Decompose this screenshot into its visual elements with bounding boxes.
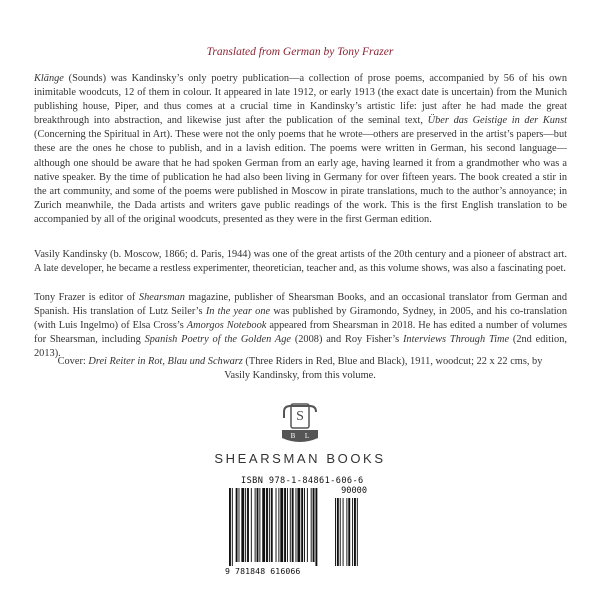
- barcode-bar: [245, 488, 246, 562]
- barcode-addon-bar: [357, 498, 358, 566]
- barcode-bar: [271, 488, 273, 562]
- barcode-bar: [239, 488, 240, 562]
- price-code: 90000: [341, 486, 367, 496]
- isbn-barcode: [223, 476, 377, 580]
- ean-barcode-bars: [229, 488, 369, 566]
- barcode-bar: [262, 488, 265, 562]
- logo-letter-s: S: [296, 409, 304, 424]
- barcode-addon-bar: [337, 498, 339, 566]
- logo-letter-b: B: [290, 432, 296, 440]
- barcode-bar: [278, 488, 279, 562]
- barcode-bar: [229, 488, 231, 566]
- barcode-addon-bar: [335, 498, 336, 566]
- barcode-bar: [280, 488, 283, 562]
- barcode-bar: [266, 488, 268, 562]
- barcode-addon-bar: [352, 498, 353, 566]
- barcode-addon-bar: [346, 498, 347, 566]
- barcode-bar: [307, 488, 308, 562]
- shearsman-logo-icon: [276, 400, 324, 448]
- isbn-label: ISBN 978-1-84861-606-6: [241, 476, 364, 486]
- barcode-bar: [276, 488, 277, 562]
- barcode-addon-bar: [354, 498, 356, 566]
- barcode-bar: [269, 488, 270, 562]
- barcode-bar: [259, 488, 260, 562]
- barcode-bar: [297, 488, 300, 562]
- barcode-bar: [296, 488, 297, 562]
- barcode-bar: [232, 488, 233, 566]
- barcode-bar: [313, 488, 315, 562]
- barcode-bar: [301, 488, 303, 562]
- paragraph-text: Tony Frazer is editor of Shearsman magazine, publisher of Shearsman Books, and an occasional translator from German and Spanish. His translation of Lutz Seiler’s In the year one was published by Giramondo, Sydney, in 2005, and his co-translation (with Luis Ingelmo) of Elsa Cross’s Amorgos Notebook appeared from Shearsman in 2018. He has edited a number of volumes for Shearsman, including Spanish Poetry of the Golden Age (2008) and Roy Fisher’s Interviews Through Time (2nd edition, 2013).: [34, 292, 568, 360]
- paragraph-text: Klänge (Sounds) was Kandinsky’s only poetry publication—a collection of prose poems, accompanied by 56 of his own inimitable woodcuts, 12 of them in colour. It appeared in late 1912, or early 1913 (the exact date is uncertain) from the Munich publishing house, Piper, and thus comes at a crucial time in Kandinsky’s artistic life: just after he had made the great breakthrough into abstraction, and likewise just after the publication of the seminal text, Über das Geistige in der Kunst (Concerning the Spiritual in Art). These were not the only poems that he wrote—others are preserved in the artist’s papers—but these are the ones he chose to publish, and in a lavish edition. The poems were written in German, his second language—although one should be aware that he had spoken German from an early age, having learned it from a grandmother who was a native speaker. By the time of publication he had also been living in Germany for over fifteen years. The book created a stir in the art community, and some of the poems were published in Moscow in pirate translations, much to the author’s annoyance; in Zurich meanwhile, the Dada artists and writers gave public readings of the work. This is the first English translation to be accompanied by all of the original woodcuts, presented as they were in the first German edition.: [34, 73, 567, 225]
- barcode-bar: [241, 488, 244, 562]
- barcode-addon-bar: [340, 498, 341, 566]
- barcode-bar: [251, 488, 252, 562]
- barcode-bar: [257, 488, 259, 562]
- barcode-bar: [292, 488, 294, 562]
- logo-letter-l: L: [304, 432, 310, 440]
- publisher-name: SHEARSMAN BOOKS: [214, 451, 386, 466]
- barcode-bar: [247, 488, 249, 562]
- barcode-bar: [315, 488, 317, 566]
- ean-digits: 9 781848 616066: [225, 566, 301, 576]
- description-paragraph: [34, 72, 567, 227]
- barcode-bar: [290, 488, 291, 562]
- barcode-bar: [311, 488, 312, 562]
- translator-credit: Translated from German by Tony Frazer: [206, 46, 394, 58]
- barcode-bar: [236, 488, 238, 562]
- cover-credit: Cover: Drei Reiter in Rot, Blau und Schwarz (Three Riders in Red, Blue and Black), 1911, woodcut; 22 x 22 cms, by Vasily Kandinsky, from this volume.: [57, 356, 543, 382]
- paragraph-text: Vasily Kandinsky (b. Moscow, 1866; d. Paris, 1944) was one of the great artists of the 20th century and a pioneer of abstract art. A late developer, he became a restless experimenter, theoretician, teacher and, as this volume shows, was also a fascinating poet.: [34, 249, 567, 275]
- barcode-bar: [304, 488, 305, 562]
- barcode-addon-bar: [343, 498, 344, 566]
- barcode-bar: [287, 488, 288, 562]
- translator-bio-paragraph: [34, 291, 567, 361]
- barcode-bar: [255, 488, 256, 562]
- barcode-addon-bar: [348, 498, 350, 566]
- barcode-bar: [284, 488, 286, 562]
- author-bio-paragraph: [34, 248, 567, 276]
